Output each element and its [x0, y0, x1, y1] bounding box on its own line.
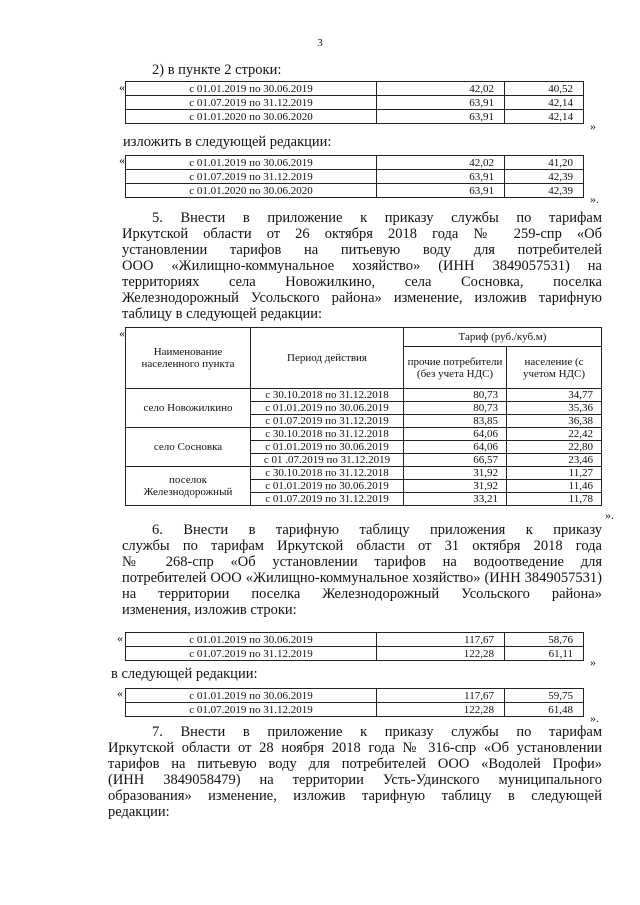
p6-new-table — [125, 688, 584, 717]
table-row: с 01.01.2019 по 30.06.2019 42,02 41,20 — [126, 156, 584, 170]
table-row: с 01.01.2019 по 30.06.2019 64,06 22,80 — [126, 441, 602, 454]
paragraph-6: 6. Внести в тарифную таблицу приложения к приказу службы по тарифам Иркутской области от 31 октября 2018 года № 268-спр «Об установлении тарифов на водоотведение для потребителей ООО «Жилищно-коммунальное хозяйство» (ИНН 3849057531) на территории поселка Железнодорожный Усольского района» изменения, изложив строки: — [122, 522, 602, 618]
table-row: с 01.01.2019 по 30.06.2019 80,73 35,36 — [126, 402, 602, 415]
table-row: с 01.07.2019 по 31.12.2019 63,91 42,39 — [126, 170, 584, 184]
quote-close: » — [590, 655, 596, 669]
p6-old-table — [125, 632, 584, 661]
table-row: село Новожилкино с 30.10.2018 по 31.12.2018 80,73 34,77 — [126, 389, 602, 402]
table-row: с 01.07.2019 по 31.12.2019 122,28 61,48 — [126, 703, 584, 717]
table-row: с 01.01.2019 по 30.06.2019 117,67 59,75 — [126, 689, 584, 703]
locality-name: село Сосновка — [126, 428, 251, 467]
table-row: с 01.01.2020 по 30.06.2020 63,91 42,39 — [126, 184, 584, 198]
table-row: с 01.01.2019 по 30.06.2019 31,92 11,46 — [126, 480, 602, 493]
s2-new-table — [125, 155, 584, 198]
paragraph-5: 5. Внести в приложение к приказу службы по тарифам Иркутской области от 26 октября 2018 года № 259-спр «Об установлении тарифов на питьевую воду для потребителей ООО «Жилищно-коммунальное хозяйство» (ИНН 3849057531) на территориях села Новожилкино, села Сосновка, поселка Железнодорожный Усольского района» изменение, изложив тарифную таблицу в следующей редакции: — [122, 210, 602, 322]
s2-old-table — [125, 81, 584, 124]
quote-close-dot: ». — [590, 192, 599, 206]
table-row: с 01.01.2019 по 30.06.2019 42,02 40,52 — [126, 82, 584, 96]
table-row: село Сосновка с 30.10.2018 по 31.12.2018 64,06 22,42 — [126, 428, 602, 441]
quote-close-dot: ». — [605, 508, 614, 522]
paragraph-7: 7. Внести в приложение к приказу службы по тарифам Иркутской области от 28 ноября 2018 года № 316-спр «Об установлении тарифов на питьевую воду для потребителей ООО «Водолей Профи» (ИНН 3849058479) на территории Усть-Удинского муниципального образования» изменение, изложив тарифную таблицу в следующей редакции: — [108, 724, 602, 820]
table-row: с 01.07.2019 по 31.12.2019 33,21 11,78 — [126, 493, 602, 506]
quote-close-dot: ». — [590, 711, 599, 725]
s2-mid: изложить в следующей редакции: — [123, 134, 332, 150]
table-row: с 01 .07.2019 по 31.12.2019 66,57 23,46 — [126, 454, 602, 467]
table-row: с 01.01.2019 по 30.06.2019 117,67 58,76 — [126, 633, 584, 647]
header-population: население (с учетом НДС) — [507, 347, 602, 389]
table-row: с 01.01.2020 по 30.06.2020 63,91 42,14 — [126, 110, 584, 124]
s2-intro: 2) в пункте 2 строки: — [152, 62, 282, 78]
table-row: с 01.07.2019 по 31.12.2019 122,28 61,11 — [126, 647, 584, 661]
locality-name: поселок Железнодорожный — [126, 467, 251, 506]
table-row: с 01.07.2019 по 31.12.2019 63,91 42,14 — [126, 96, 584, 110]
quote-close: » — [590, 119, 596, 133]
p6-mid: в следующей редакции: — [111, 666, 258, 682]
tariff-table — [125, 327, 602, 506]
locality-name: село Новожилкино — [126, 389, 251, 428]
header-other: прочие потребители (без учета НДС) — [404, 347, 507, 389]
header-period: Период действия — [251, 328, 404, 389]
quote-open: « — [117, 686, 123, 700]
table-row: поселок Железнодорожный с 30.10.2018 по 31.12.2018 31,92 11,27 — [126, 467, 602, 480]
header-locality: Наименование населенного пункта — [126, 328, 251, 389]
quote-open: « — [117, 631, 123, 645]
table-row: с 01.07.2019 по 31.12.2019 83,85 36,38 — [126, 415, 602, 428]
quote-open: « — [119, 153, 125, 167]
page-number: 3 — [317, 37, 323, 49]
quote-open: « — [119, 80, 125, 94]
quote-open: « — [119, 326, 125, 340]
header-tariff: Тариф (руб./куб.м) — [404, 328, 602, 347]
